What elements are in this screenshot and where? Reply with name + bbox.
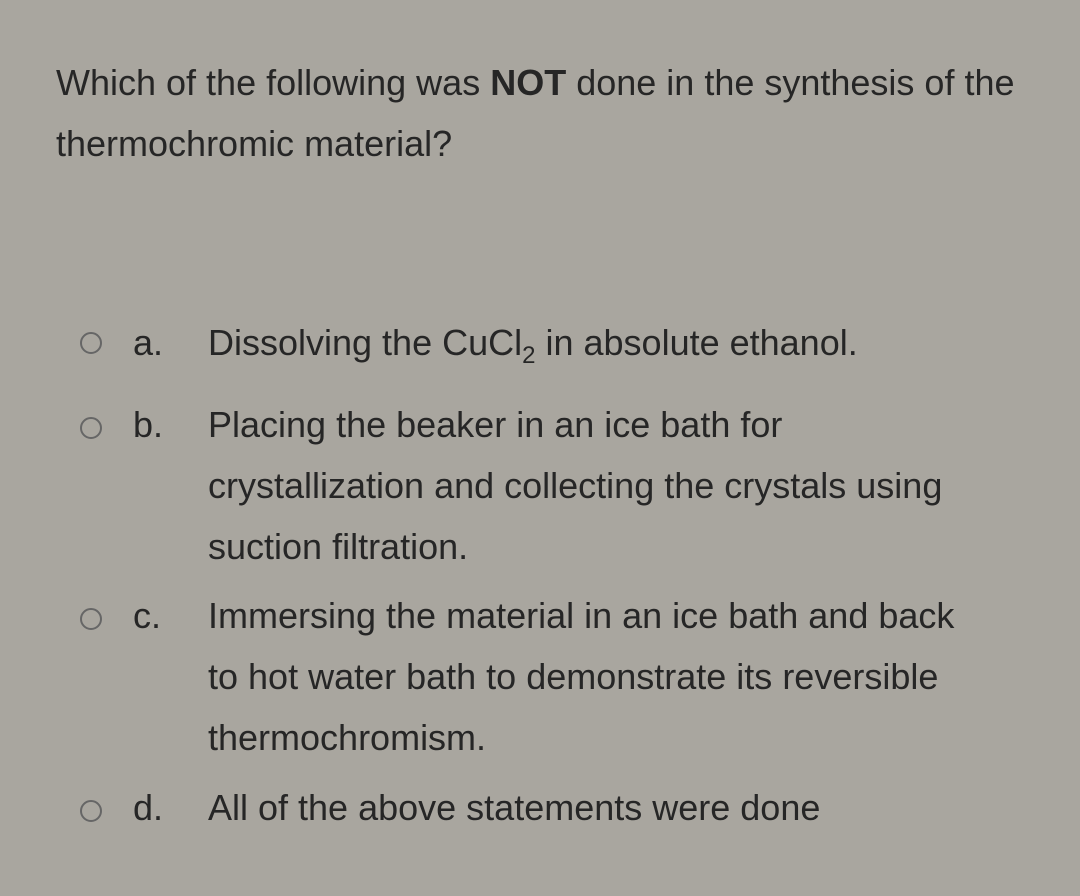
question-emphasis: NOT — [490, 62, 567, 103]
option-a-subscript: 2 — [522, 342, 536, 369]
option-d-letter: d. — [133, 787, 164, 828]
option-c-text[interactable]: Immersing the material in an ice bath and back to hot water bath to demonstrate its reversible thermochromism. — [208, 595, 955, 758]
question-prefix: Which of the following was — [56, 62, 491, 103]
option-a-text[interactable] — [208, 312, 1008, 373]
option-a-text-before: Dissolving the CuCl — [208, 322, 523, 363]
option-b-radio[interactable] — [80, 417, 102, 439]
option-a-radio[interactable] — [80, 332, 102, 354]
option-c-letter: c. — [133, 595, 162, 636]
option-d-text[interactable]: All of the above statements were done — [208, 787, 821, 828]
option-c-radio[interactable] — [80, 608, 102, 630]
option-a-letter: a. — [133, 322, 164, 363]
question-text — [56, 52, 1046, 174]
option-b-text[interactable]: Placing the beaker in an ice bath for crystallization and collecting the crystals using suction filtration. — [208, 404, 943, 567]
option-d-radio[interactable] — [80, 800, 102, 822]
option-b-letter: b. — [133, 404, 164, 445]
question-suffix: done in the synthesis of the thermochromic material? — [56, 62, 1015, 164]
option-a-text-after: in absolute ethanol. — [535, 322, 858, 363]
